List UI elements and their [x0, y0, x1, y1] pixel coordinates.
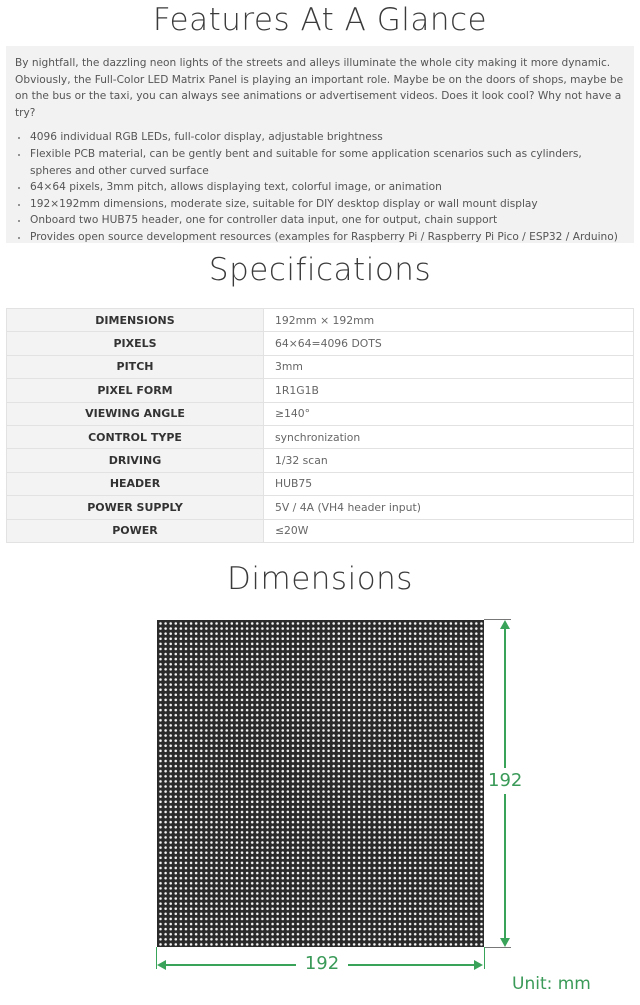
- extension-line-bottom: [484, 947, 511, 948]
- spec-value: ≥140°: [264, 402, 634, 425]
- arrow-left-icon: [157, 960, 166, 970]
- feature-item: • 4096 individual RGB LEDs, full-color display, adjustable brightness: [29, 129, 625, 146]
- spec-value: 5V / 4A (VH4 header input): [264, 496, 634, 519]
- features-intro: By nightfall, the dazzling neon lights of the streets and alleys illuminate the whole city making it more dynamic. Obviously, the Full-Color LED Matrix Panel is playing an important role. Maybe be on the doors of shops, maybe be on the bus or the taxi, you can always see animations or advertisement videos. Does it look cool? Why not have a try?: [15, 57, 624, 119]
- arrow-up-icon: [500, 620, 510, 629]
- spec-value: 3mm: [264, 355, 634, 378]
- dimensions-title: Dimensions: [227, 561, 413, 597]
- features-title: Features At A Glance: [152, 2, 488, 38]
- feature-item: • 64×64 pixels, 3mm pitch, allows displaying text, colorful image, or animation: [29, 179, 625, 196]
- spec-value: 192mm × 192mm: [264, 309, 634, 332]
- arrow-down-icon: [500, 938, 510, 947]
- feature-item: • 192×192mm dimensions, moderate size, suitable for DIY desktop display or wall mount display: [29, 196, 625, 213]
- spec-value: HUB75: [264, 472, 634, 495]
- spec-key: PITCH: [7, 355, 264, 378]
- feature-item: • Flexible PCB material, can be gently bent and suitable for some application scenarios such as cylinders, spheres and other curved surface: [29, 146, 625, 179]
- spec-value: 1/32 scan: [264, 449, 634, 472]
- spec-key: PIXEL FORM: [7, 379, 264, 402]
- specifications-title: Specifications: [208, 252, 432, 288]
- spec-key: VIEWING ANGLE: [7, 402, 264, 425]
- spec-value: synchronization: [264, 425, 634, 448]
- spec-key: CONTROL TYPE: [7, 425, 264, 448]
- table-row: [7, 402, 634, 425]
- specifications-table: [6, 308, 634, 543]
- spec-key: POWER SUPPLY: [7, 496, 264, 519]
- led-matrix-panel-image: [157, 620, 484, 947]
- spec-key: PIXELS: [7, 332, 264, 355]
- table-row: [7, 519, 634, 542]
- arrow-right-icon: [474, 960, 483, 970]
- feature-item: • Onboard two HUB75 header, one for controller data input, one for output, chain support: [29, 212, 625, 229]
- extension-line-right: [484, 947, 485, 969]
- table-row: [7, 449, 634, 472]
- spec-key: DRIVING: [7, 449, 264, 472]
- spec-value: 64×64=4096 DOTS: [264, 332, 634, 355]
- width-label: 192: [296, 952, 348, 976]
- table-row: [7, 309, 634, 332]
- table-row: [7, 355, 634, 378]
- feature-item: • Provides open source development resources (examples for Raspberry Pi / Raspberry Pi Pico / ESP32 / Arduino): [29, 229, 625, 246]
- height-label: 192: [488, 768, 522, 794]
- table-row: [7, 496, 634, 519]
- spec-value: ≤20W: [264, 519, 634, 542]
- spec-value: 1R1G1B: [264, 379, 634, 402]
- table-row: [7, 425, 634, 448]
- spec-key: DIMENSIONS: [7, 309, 264, 332]
- spec-key: HEADER: [7, 472, 264, 495]
- features-list: [15, 129, 625, 245]
- spec-key: POWER: [7, 519, 264, 542]
- table-row: [7, 379, 634, 402]
- unit-label: Unit: mm: [512, 974, 591, 994]
- features-box: [6, 46, 634, 243]
- table-row: [7, 332, 634, 355]
- table-row: [7, 472, 634, 495]
